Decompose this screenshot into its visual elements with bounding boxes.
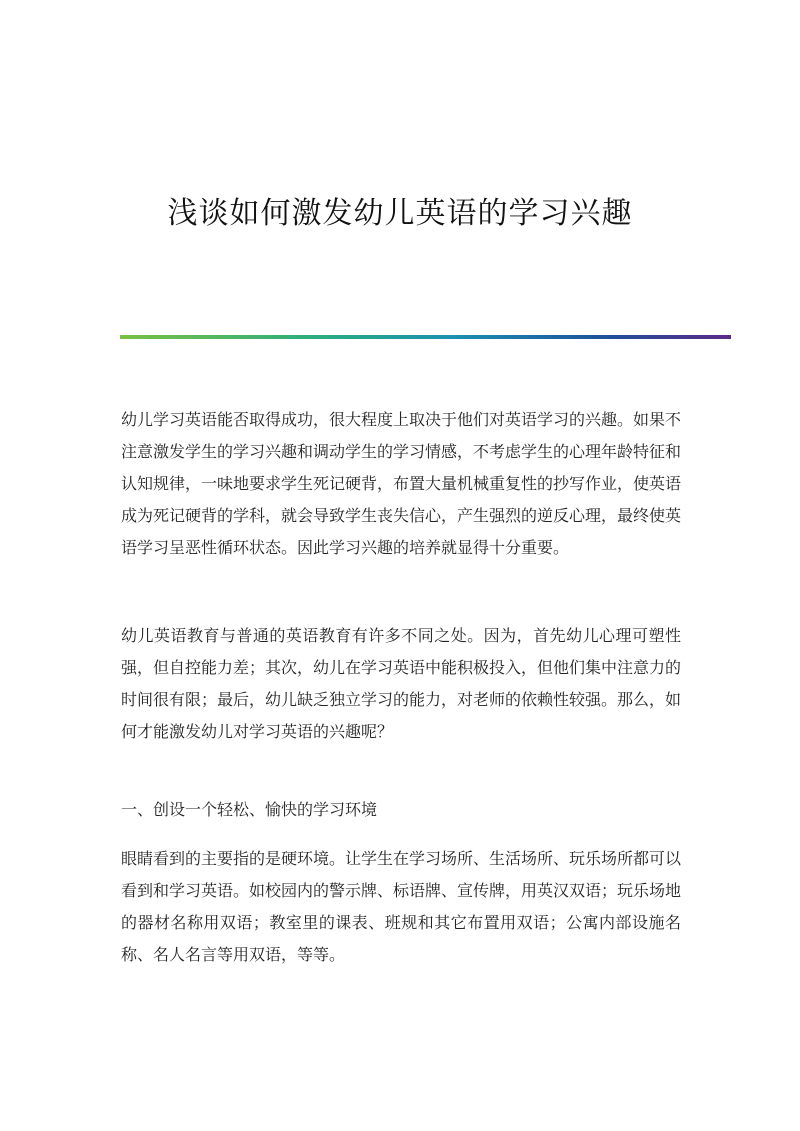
section-paragraph: 眼睛看到的主要指的是硬环境。让学生在学习场所、生活场所、玩乐场所都可以看到和学习英语。如校园内的警示牌、标语牌、宣传牌，用英汉双语；玩乐场地的器材名称用双语；教室里的课表、班规和其它布置用双语；公寓内部设施名称、名人名言等用双语，等等。 xyxy=(121,849,682,964)
section-heading: 一、创设一个轻松、愉快的学习环境 xyxy=(121,800,378,819)
paragraph-1: 幼儿学习英语能否取得成功，很大程度上取决于他们对英语学习的兴趣。如果不注意激发学生的学习兴趣和调动学生的学习情感，不考虑学生的心理年龄特征和认知规律，一味地要求学生死记硬背，布置大量机械重复性的抄写作业，使英语成为死记硬背的学科，就会导致学生丧失信心，产生强烈的逆反心理，最终使英语学习呈恶性循环状态。因此学习兴趣的培养就显得十分重要。 xyxy=(121,410,682,557)
paragraph-2: 幼儿英语教育与普通的英语教育有许多不同之处。因为，首先幼儿心理可塑性强，但自控能力差；其次，幼儿在学习英语中能积极投入，但他们集中注意力的时间很有限；最后，幼儿缺乏独立学习的能力，对老师的依赖性较强。那么，如何才能激发幼儿对学习英语的兴趣呢？ xyxy=(121,626,682,741)
title-divider xyxy=(120,335,731,339)
document-title: 浅谈如何激发幼儿英语的学习兴趣 xyxy=(167,196,633,231)
